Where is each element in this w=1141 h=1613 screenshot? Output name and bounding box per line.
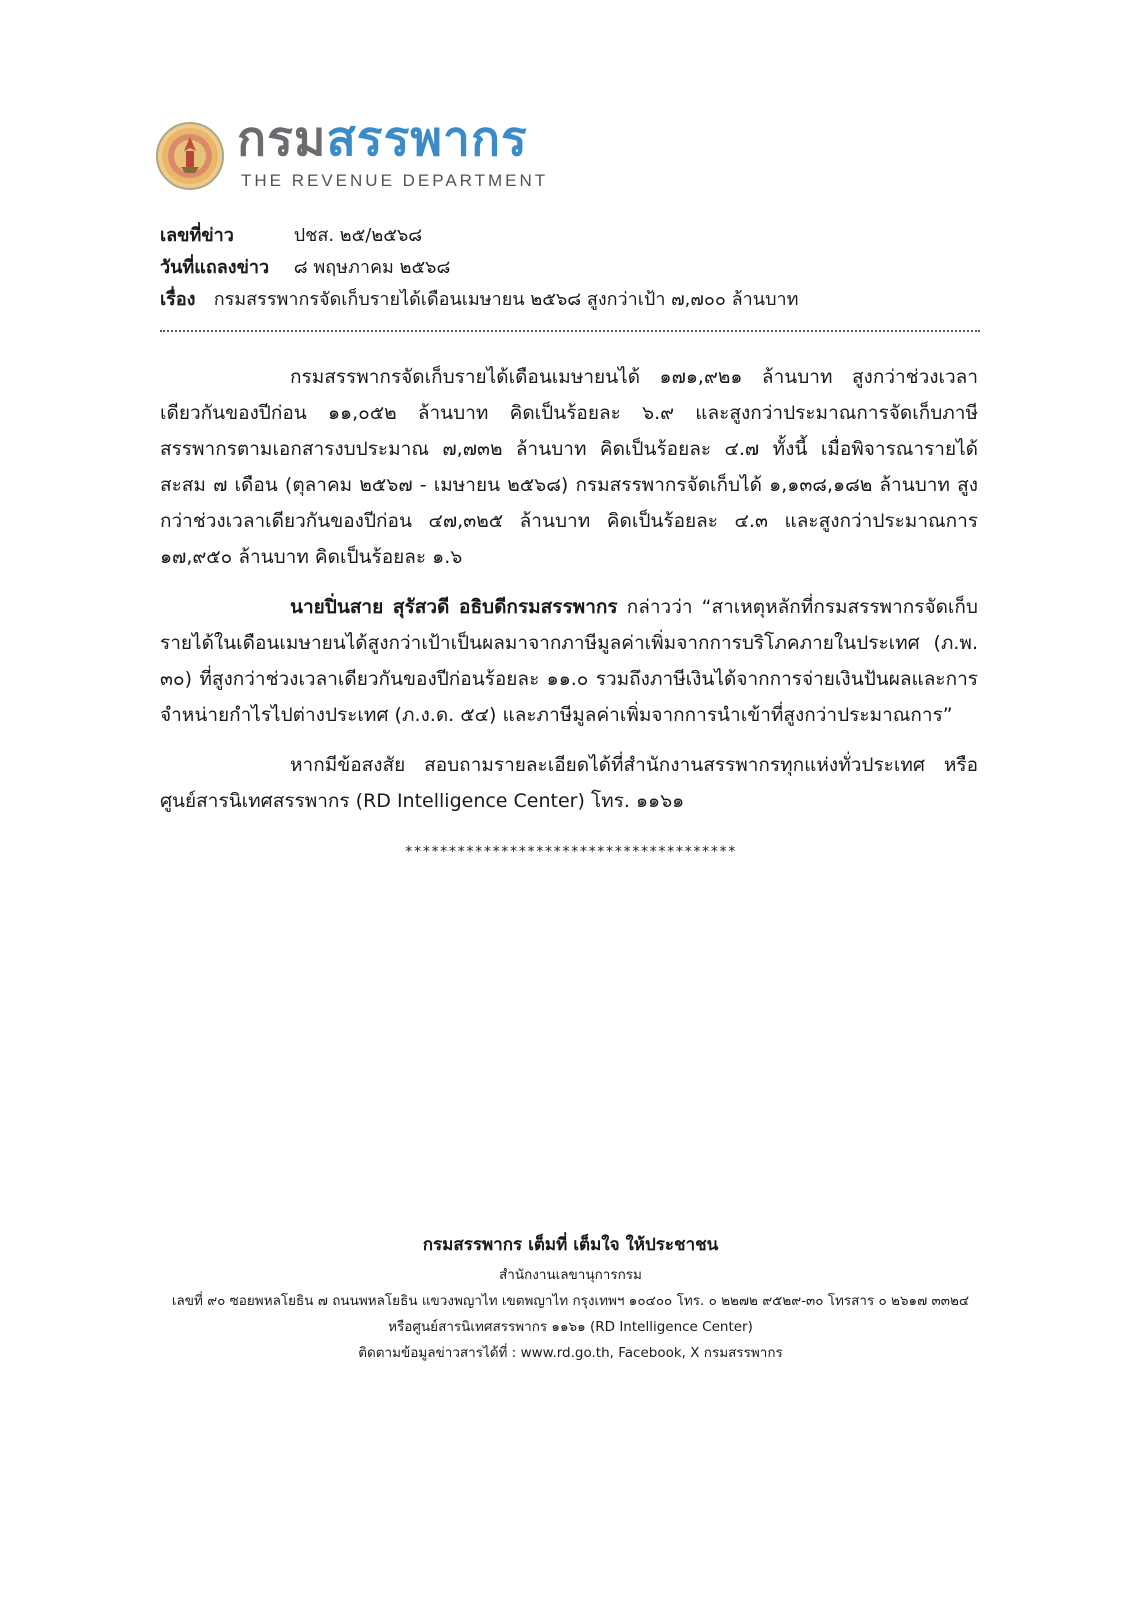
footer-address: เลขที่ ๙๐ ซอยพหลโยธิน ๗ ถนนพหลโยธิน แขวงพญาไท เขตพญาไท กรุงเทพฯ ๑๐๔๐๐ โทร. ๐ ๒๒๗๒ ๙๕๒๙-๓๐ โทรสาร ๐ ๒๖๑๗ ๓๓๒๔ [171, 1293, 970, 1309]
footer-follow-links: ติดตามข้อมูลข่าวสารได้ที่ : www.rd.go.th, Facebook, X กรมสรรพากร [358, 1345, 783, 1361]
subject-row [160, 284, 990, 316]
footer-center: หรือศูนย์สารนิเทศสรรพากร ๑๑๖๑ (RD Intelligence Center) [388, 1319, 753, 1335]
subject-label: เรื่อง [160, 289, 196, 310]
release-date-value: ๘ พฤษภาคม ๒๕๖๘ [293, 257, 451, 278]
logo-thai-text: กรมสรรพากร [237, 111, 528, 167]
press-release-meta [160, 220, 990, 316]
news-number-label: เลขที่ข่าว [160, 225, 234, 246]
logo-english-text: THE REVENUE DEPARTMENT [241, 171, 549, 190]
body-paragraph-1: กรมสรรพากรจัดเก็บรายได้เดือนเมษายนได้ ๑๗๑,๙๒๑ ล้านบาท สูงกว่าช่วงเวลาเดียวกันของปีก่อน ๑๑,๐๕๒ ล้านบาท คิดเป็นร้อยละ ๖.๙ และสูงกว่าประมาณการจัดเก็บภาษีสรรพากรตามเอกสารงบประมาณ ๗,๗๓๒ ล้านบาท คิดเป็นร้อยละ ๔.๗ ทั้งนี้ เมื่อพิจารณารายได้สะสม ๗ เดือน (ตุลาคม ๒๕๖๗ - เมษายน ๒๕๖๘) กรมสรรพากรจัดเก็บได้ ๑,๑๓๘,๑๘๒ ล้านบาท สูงกว่าช่วงเวลาเดียวกันของปีก่อน ๔๗,๓๒๕ ล้านบาท คิดเป็นร้อยละ ๔.๓ และสูงกว่าประมาณการ ๑๗,๙๕๐ ล้านบาท คิดเป็นร้อยละ ๑.๖ [160, 366, 978, 568]
subject-value: กรมสรรพากรจัดเก็บรายได้เดือนเมษายน ๒๕๖๘ สูงกว่าเป้า ๗,๗๐๐ ล้านบาท [213, 289, 799, 310]
footer-office: สำนักงานเลขานุการกรม [499, 1267, 642, 1283]
quote-text: กล่าวว่า “สาเหตุหลักที่กรมสรรพากรจัดเก็บรายได้ในเดือนเมษายนได้สูงกว่าเป้าเป็นผลมาจากภาษีมูลค่าเพิ่มจากการบริโภคภายในประเทศ (ภ.พ. ๓๐) ที่สูงกว่าช่วงเวลาเดียวกันของปีก่อนร้อยละ ๑๑.๐ รวมถึงภาษีเงินได้จากการจ่ายเงินปันผลและการจำหน่ายกำไรไปต่างประเทศ (ภ.ง.ด. ๕๔) และภาษีมูลค่าเพิ่มจากการนำเข้าที่สูงกว่าประมาณการ” [160, 596, 978, 726]
release-date-label: วันที่แถลงข่าว [160, 257, 270, 278]
news-number-row [160, 220, 990, 252]
news-number-value: ปชส. ๒๕/๒๕๖๘ [293, 225, 423, 246]
footer-slogan: กรมสรรพากร เต็มที่ เต็มใจ ให้ประชาชน [422, 1235, 719, 1255]
speaker-name: นายปิ่นสาย สุรัสวดี อธิบดีกรมสรรพากร [290, 596, 618, 618]
asterisk-separator: ************************************** [404, 844, 737, 860]
revenue-department-seal-icon [155, 121, 225, 191]
body-paragraph-2 [160, 589, 978, 733]
press-release-body [160, 359, 978, 833]
release-date-row [160, 252, 990, 284]
footer [100, 1228, 1041, 1366]
dotted-divider [160, 330, 980, 332]
body-paragraph-3: หากมีข้อสงสัย สอบถามรายละเอียดได้ที่สำนักงานสรรพากรทุกแห่งทั่วประเทศ หรือศูนย์สารนิเทศสรรพากร (RD Intelligence Center) โทร. ๑๑๖๑ [160, 754, 978, 812]
revenue-department-logo [155, 111, 575, 196]
